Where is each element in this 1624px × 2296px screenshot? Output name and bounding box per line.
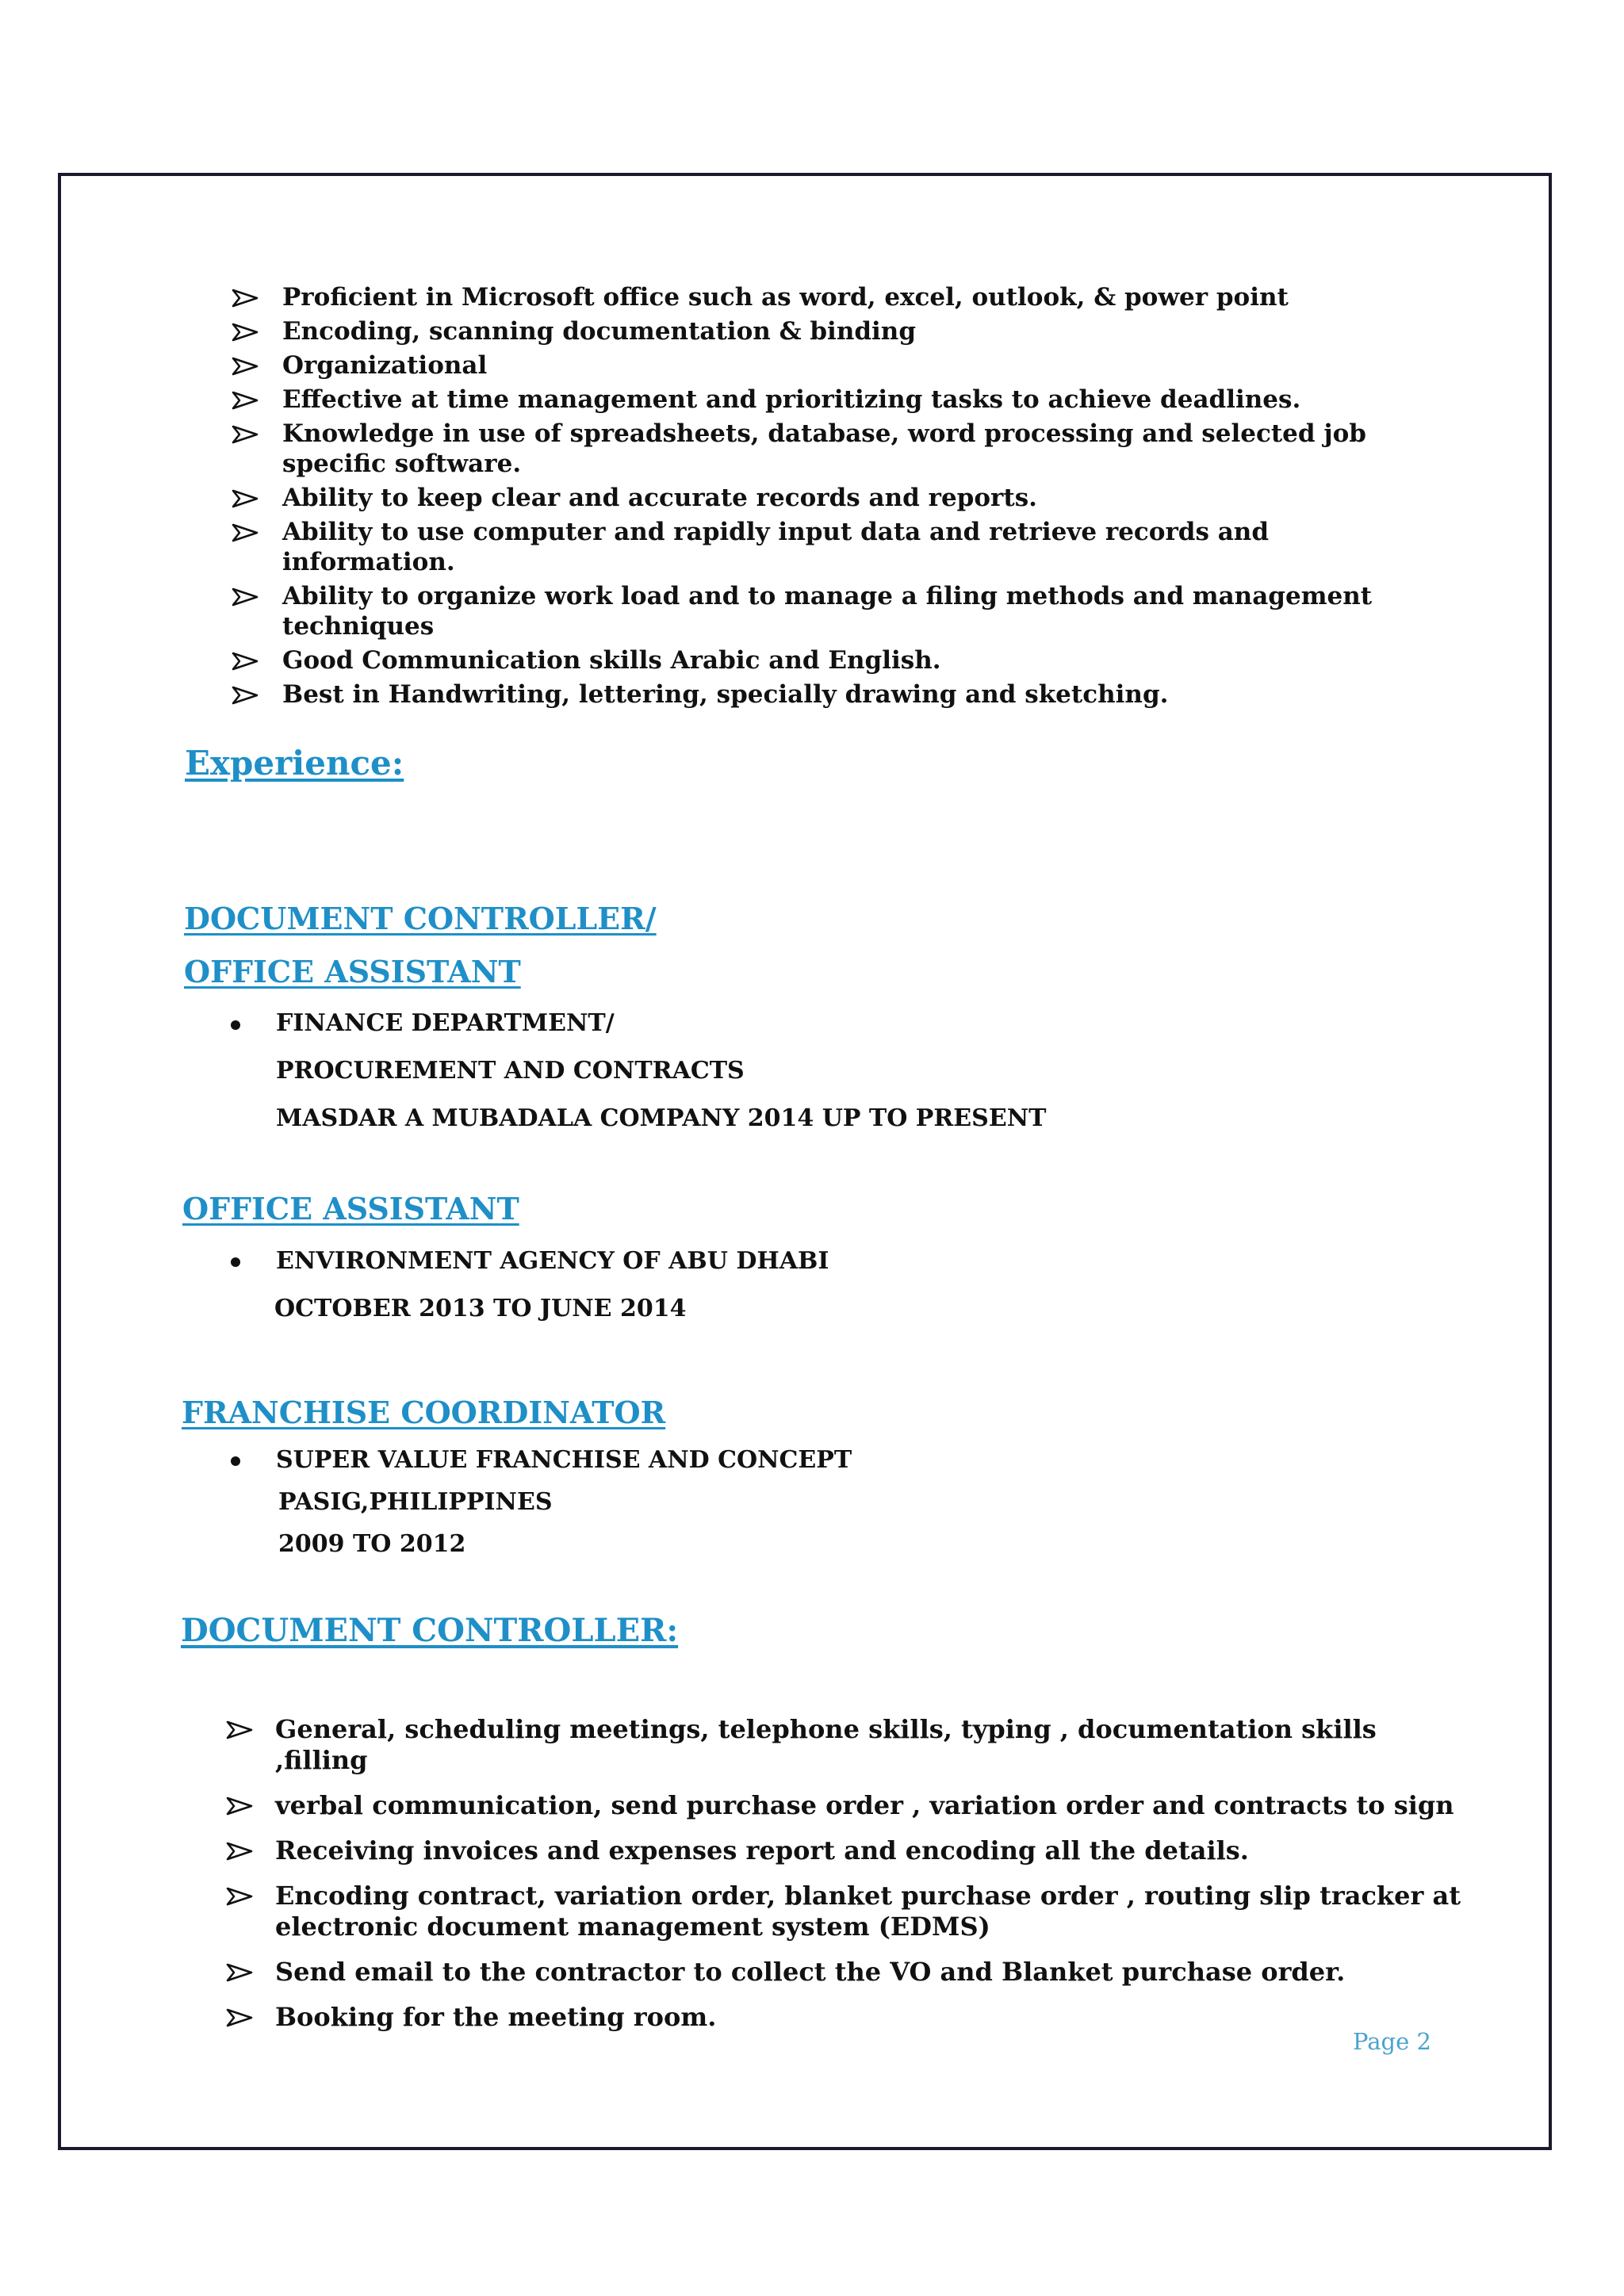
- arrow-bullet-icon: [232, 357, 259, 376]
- duty-text: Booking for the meeting room.: [275, 2002, 717, 2032]
- duties-heading: DOCUMENT CONTROLLER:: [181, 1612, 679, 1649]
- skill-text: Ability to use computer and rapidly input data and retrieve records and information.: [282, 518, 1270, 576]
- skill-text: Ability to organize work load and to manage a filing methods and management techniques: [282, 582, 1373, 641]
- arrow-bullet-icon: [226, 1963, 253, 1982]
- duty-text: General, scheduling meetings, telephone skills, typing , documentation skills ,filling: [275, 1714, 1377, 1775]
- page-number: Page 2: [1353, 2028, 1431, 2055]
- list-item: [232, 581, 1421, 641]
- experience-heading: Experience:: [185, 744, 404, 783]
- list-item: [232, 316, 1421, 346]
- arrow-bullet-icon: [232, 587, 259, 607]
- bullet-dot-icon: [231, 1456, 240, 1466]
- skill-text: Best in Handwriting, lettering, specially drawing and sketching.: [282, 680, 1169, 709]
- list-item: [232, 517, 1421, 577]
- list-item: [226, 2002, 1463, 2033]
- job-detail: PROCUREMENT AND CONTRACTS: [276, 1057, 745, 1085]
- job-title: DOCUMENT CONTROLLER/: [184, 901, 657, 936]
- duties-list: [226, 1714, 1463, 2047]
- arrow-bullet-icon: [232, 323, 259, 342]
- duty-text: Send email to the contractor to collect the VO and Blanket purchase order.: [275, 1957, 1346, 1987]
- arrow-bullet-icon: [226, 1720, 253, 1739]
- arrow-bullet-icon: [226, 1887, 253, 1906]
- list-item: [226, 1957, 1463, 1988]
- job-detail: ENVIRONMENT AGENCY OF ABU DHABI: [276, 1247, 829, 1275]
- skill-text: Encoding, scanning documentation & binding: [282, 317, 917, 346]
- arrow-bullet-icon: [232, 391, 259, 410]
- skill-text: Effective at time management and prioritizing tasks to achieve deadlines.: [282, 385, 1301, 414]
- list-item: [232, 679, 1421, 710]
- skills-list: [232, 282, 1421, 714]
- bullet-dot-icon: [231, 1020, 240, 1030]
- job-title: OFFICE ASSISTANT: [184, 954, 521, 989]
- list-item: [232, 645, 1421, 675]
- bullet-dot-icon: [231, 1257, 240, 1267]
- arrow-bullet-icon: [232, 652, 259, 671]
- job-detail: OCTOBER 2013 TO JUNE 2014: [274, 1295, 687, 1322]
- arrow-bullet-icon: [232, 289, 259, 308]
- arrow-bullet-icon: [232, 523, 259, 542]
- list-item: [226, 1790, 1463, 1821]
- job-detail: PASIG,PHILIPPINES: [278, 1488, 553, 1516]
- skill-text: Ability to keep clear and accurate records and reports.: [282, 484, 1037, 512]
- skill-text: Proficient in Microsoft office such as word, excel, outlook, & power point: [282, 283, 1289, 312]
- list-item: [232, 282, 1421, 312]
- duty-text: Receiving invoices and expenses report and encoding all the details.: [275, 1835, 1249, 1866]
- job-title: OFFICE ASSISTANT: [182, 1191, 519, 1226]
- list-item: [232, 350, 1421, 381]
- job-detail: FINANCE DEPARTMENT/: [276, 1009, 615, 1037]
- skill-text: Organizational: [282, 351, 488, 380]
- arrow-bullet-icon: [232, 686, 259, 705]
- list-item: [232, 419, 1421, 479]
- skill-text: Knowledge in use of spreadsheets, database, word processing and selected job specific software.: [282, 419, 1366, 478]
- list-item: [232, 483, 1421, 513]
- skill-text: Good Communication skills Arabic and English.: [282, 646, 941, 675]
- arrow-bullet-icon: [226, 1797, 253, 1816]
- list-item: [226, 1881, 1463, 1942]
- duty-text: Encoding contract, variation order, blanket purchase order , routing slip tracker at electronic document management system (EDMS): [275, 1881, 1461, 1942]
- list-item: [226, 1714, 1463, 1776]
- job-detail: MASDAR A MUBADALA COMPANY 2014 UP TO PRESENT: [276, 1104, 1047, 1132]
- list-item: [232, 385, 1421, 415]
- job-detail: 2009 TO 2012: [278, 1530, 466, 1558]
- arrow-bullet-icon: [226, 2008, 253, 2027]
- duty-text: verbal communication, send purchase order , variation order and contracts to sign: [275, 1790, 1454, 1820]
- job-title: FRANCHISE COORDINATOR: [182, 1395, 666, 1430]
- job-detail: SUPER VALUE FRANCHISE AND CONCEPT: [276, 1446, 852, 1474]
- list-item: [226, 1835, 1463, 1866]
- arrow-bullet-icon: [232, 425, 259, 444]
- arrow-bullet-icon: [232, 489, 259, 508]
- arrow-bullet-icon: [226, 1842, 253, 1861]
